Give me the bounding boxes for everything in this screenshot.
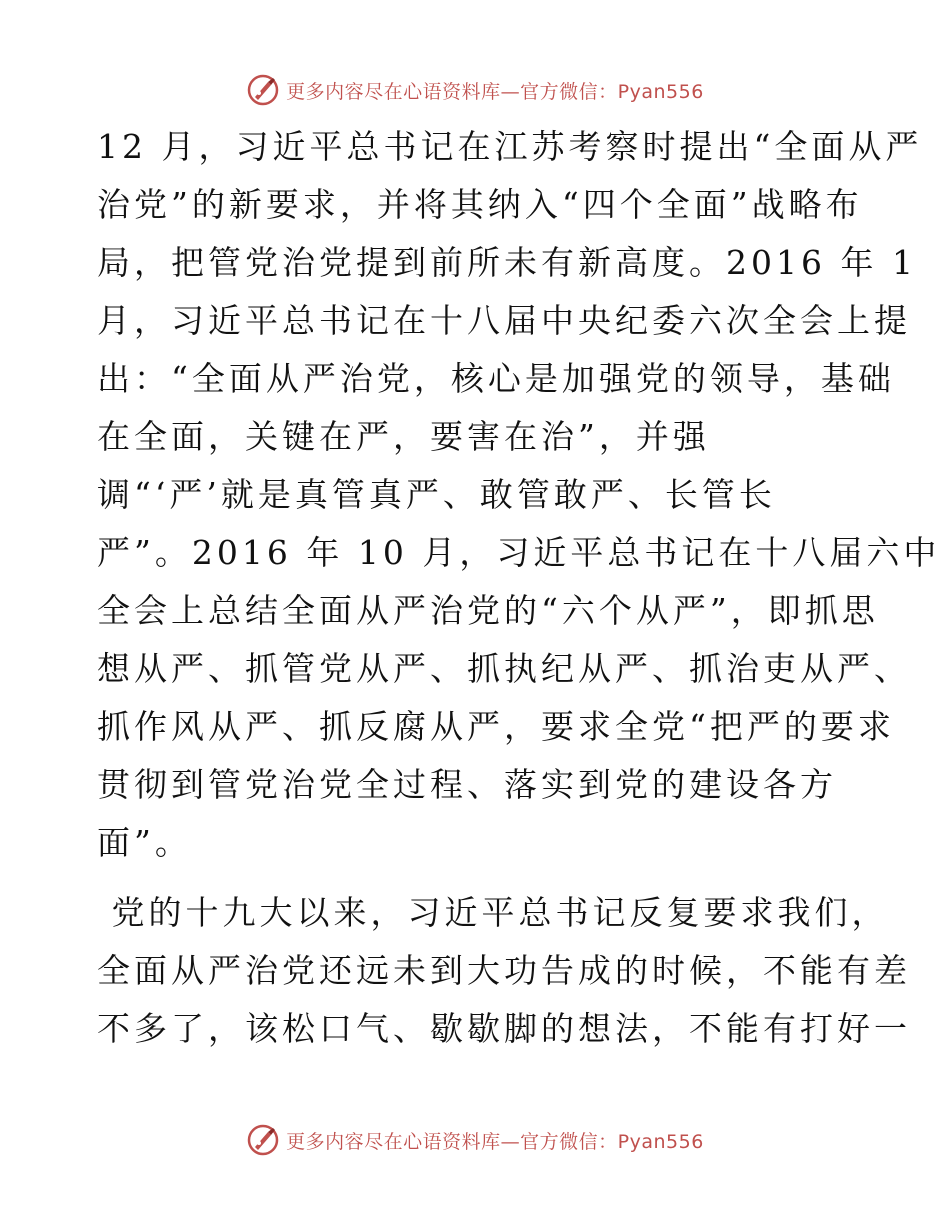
text-line: 12 月，习近平总书记在江苏考察时提出“全面从严 — [97, 127, 923, 166]
text-line: 局，把管党治党提到前所未有新高度。2016 年 1 — [97, 243, 917, 282]
paragraph — [97, 884, 911, 1058]
footer-banner-text: 更多内容尽在心语资料库—官方微信：Pyan556 — [286, 1130, 704, 1153]
text-line: 面”。 — [97, 823, 192, 862]
text-line: 抓作风从严、抓反腐从严，要求全党“把严的要求 — [97, 707, 895, 746]
quill-logo-icon — [246, 73, 280, 107]
text-line: 党的十九大以来，习近平总书记反复要求我们， — [97, 893, 889, 932]
text-line: 治党”的新要求，并将其纳入“四个全面”战略布 — [97, 185, 863, 224]
text-line: 出：“全面从严治党，核心是加强党的领导，基础 — [97, 359, 895, 398]
text-line: 想从严、抓管党从严、抓执纪从严、抓治吏从严、 — [97, 649, 911, 688]
text-line: 贯彻到管党治党全过程、落实到党的建设各方 — [97, 765, 837, 804]
footer-banner — [0, 1120, 950, 1160]
text-line: 不多了，该松口气、歇歇脚的想法，不能有打好一 — [97, 1009, 911, 1048]
text-line: 在全面，关键在严，要害在治”，并强 — [97, 417, 710, 456]
paragraph — [97, 118, 941, 872]
header-wechat-id: Pyan556 — [617, 80, 704, 103]
document-body — [97, 118, 941, 1058]
header-banner — [0, 70, 950, 110]
text-line: 全面从严治党还远未到大功告成的时候，不能有差 — [97, 951, 911, 990]
text-line: 严”。2016 年 10 月，习近平总书记在十八届六中 — [97, 533, 941, 572]
text-line: 调“‘严’就是真管真严、敢管敢严、长管长 — [97, 475, 776, 514]
header-banner-text: 更多内容尽在心语资料库—官方微信：Pyan556 — [286, 80, 704, 103]
text-line: 全会上总结全面从严治党的“六个从严”，即抓思 — [97, 591, 879, 630]
quill-logo-icon — [246, 1123, 280, 1157]
footer-wechat-id: Pyan556 — [617, 1130, 704, 1153]
text-line: 月，习近平总书记在十八届中央纪委六次全会上提 — [97, 301, 911, 340]
